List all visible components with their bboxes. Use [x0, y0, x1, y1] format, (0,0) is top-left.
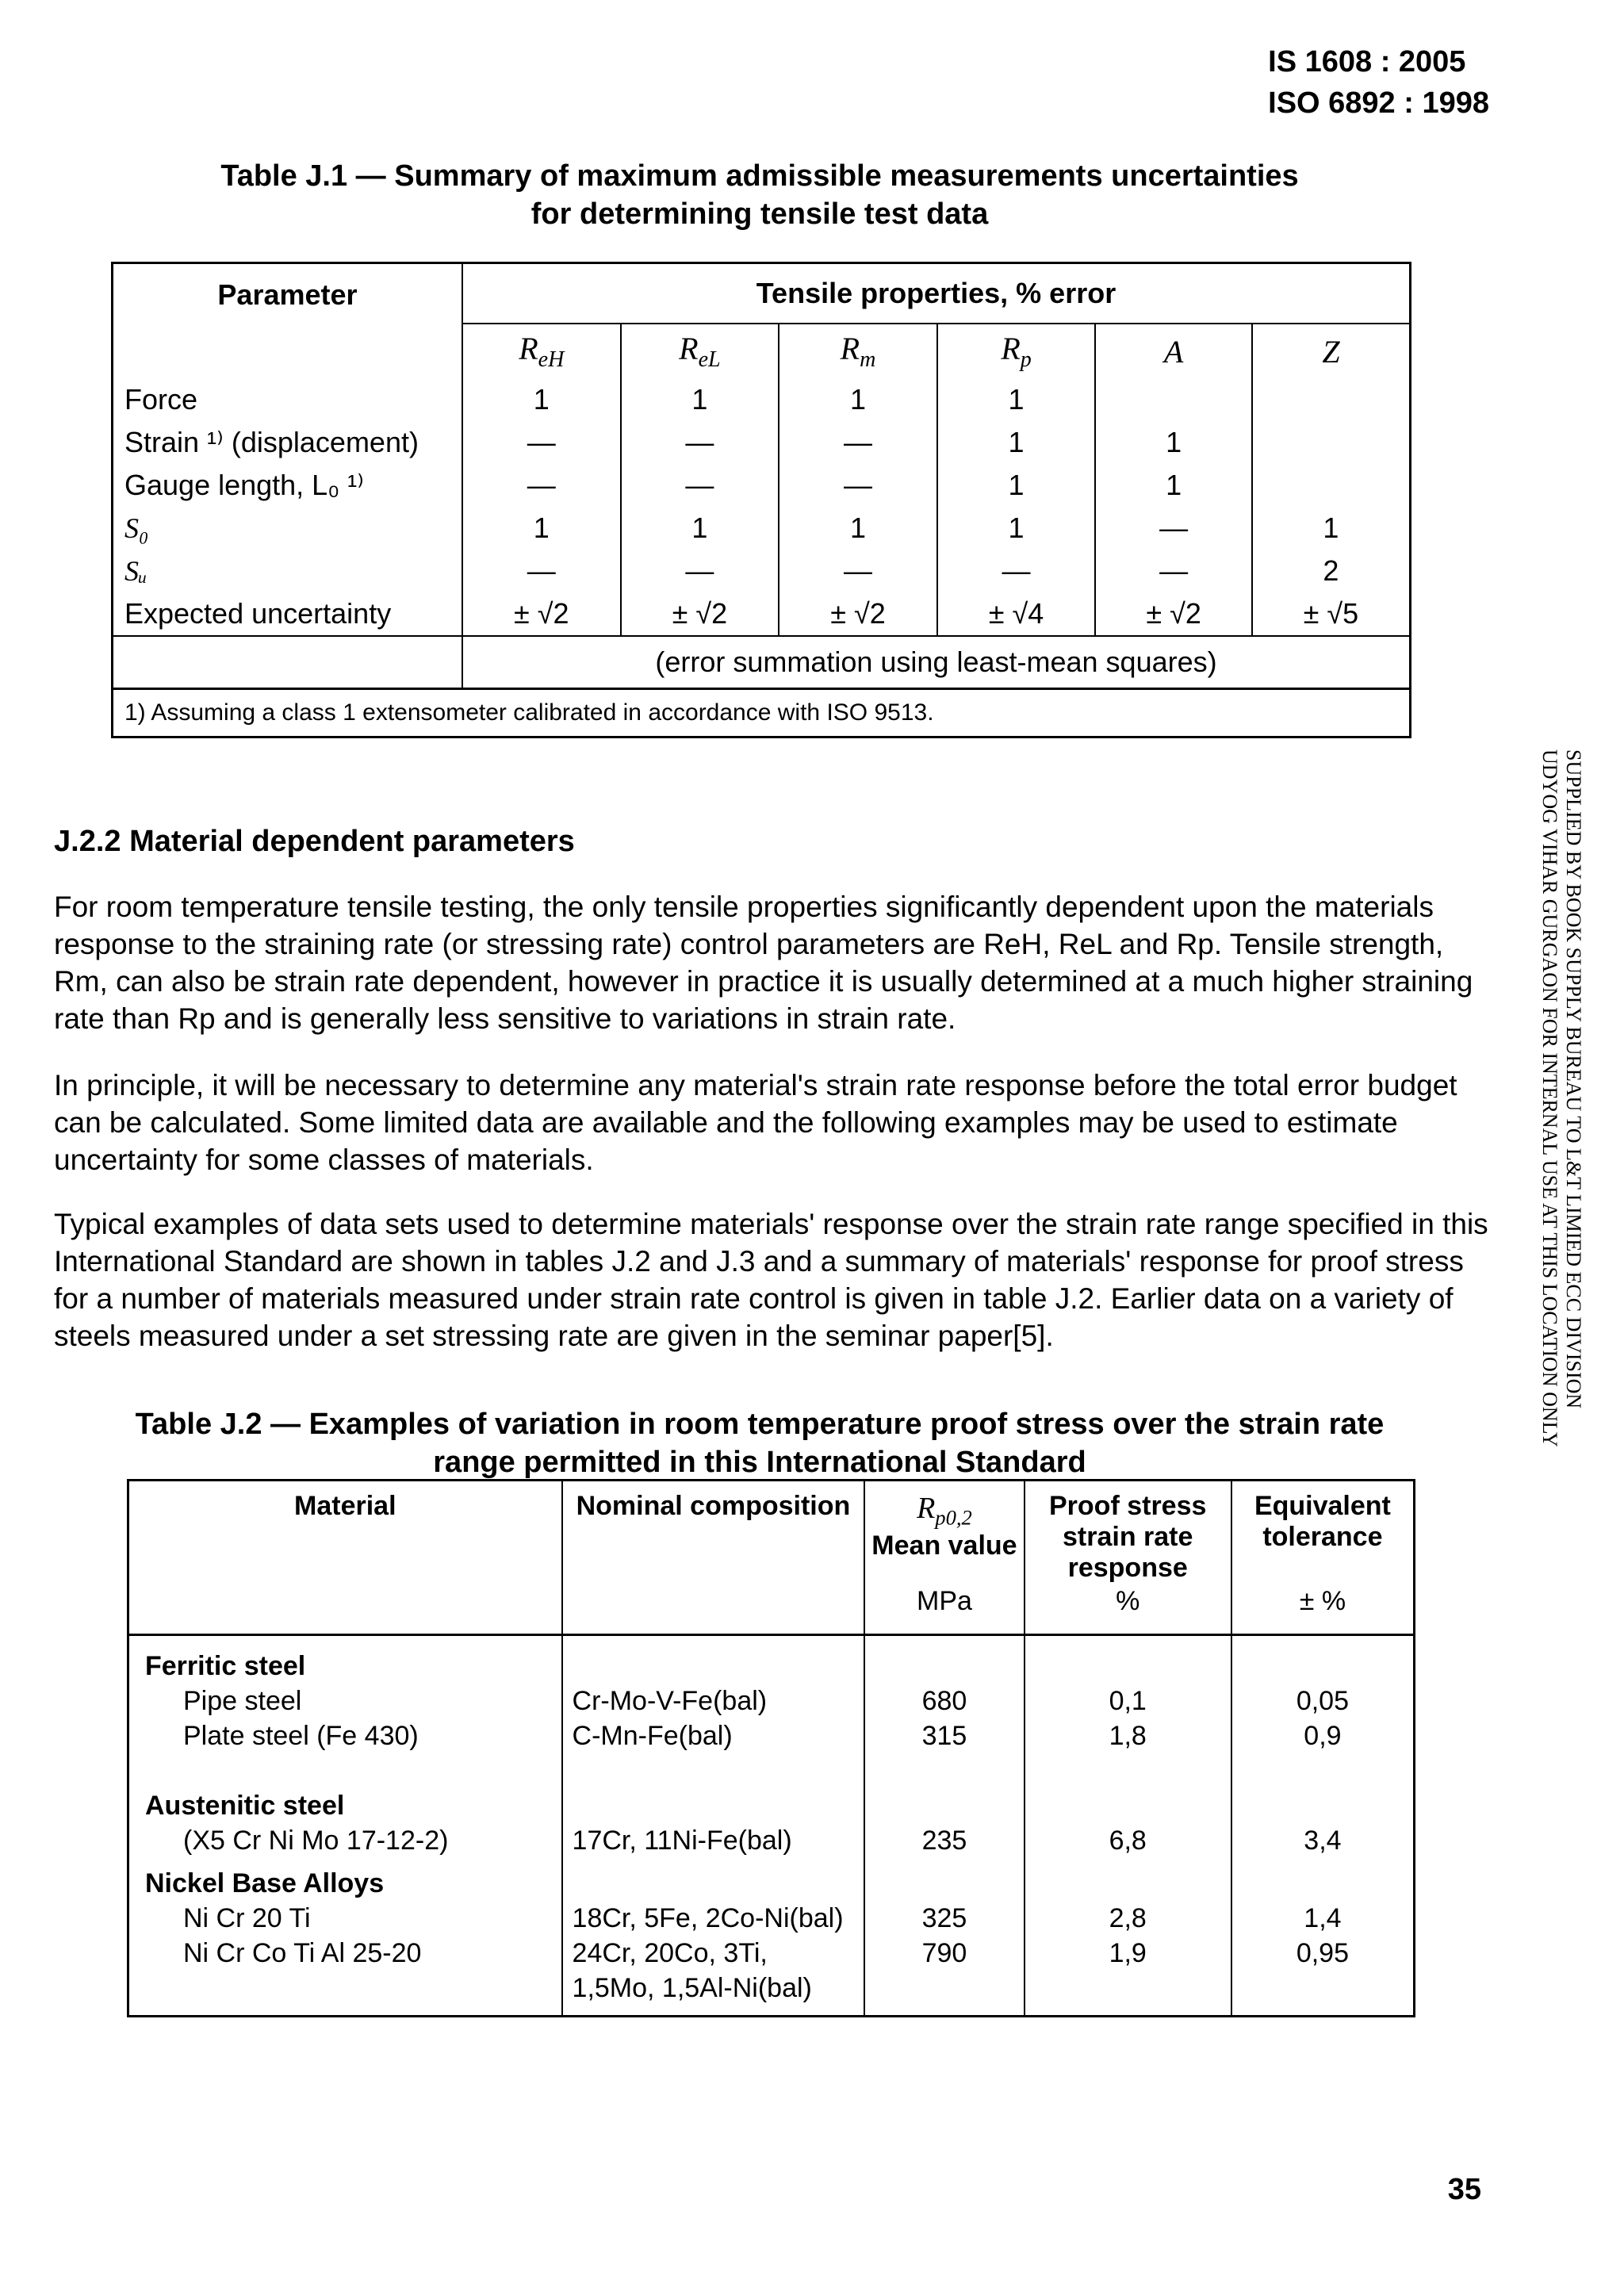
- param-header: Parameter: [217, 278, 358, 311]
- table-row: Strain ¹⁾ (displacement) — — — 1 1: [113, 421, 1411, 464]
- table-row: S₀ 1 1 1 1 — 1: [113, 507, 1411, 550]
- props-header: Tensile properties, % error: [462, 263, 1411, 324]
- section-heading: J.2.2 Material dependent parameters: [54, 825, 575, 858]
- unit-mpa: MPa: [864, 1586, 1024, 1635]
- col-composition: Nominal composition: [562, 1481, 865, 1587]
- table-row: Force 1 1 1 1: [113, 378, 1411, 421]
- std-iso: ISO 6892 : 1998: [1268, 86, 1489, 120]
- table-row: Gauge length, L₀ ¹⁾ — — — 1 1: [113, 464, 1411, 507]
- table-j1-title: Table J.1 — Summary of maximum admissible measurements uncertainties for determining tensile test data: [220, 159, 1299, 231]
- unit-pm-percent: ± %: [1231, 1586, 1415, 1635]
- table-footnote: 1) Assuming a class 1 extensometer calibrated in accordance with ISO 9513.: [113, 689, 1411, 737]
- table-row: Expected uncertainty ± √2 ± √2 ± √2 ± √4 ± √2 ± √5: [113, 592, 1411, 636]
- unit-percent: %: [1025, 1586, 1231, 1635]
- paragraph-2: In principle, it will be necessary to determine any material's strain rate response before the total error budget can be calculated. Some limited data are available and the following examples may be used to estimate uncertainty for some classes of materials.: [54, 1069, 1457, 1176]
- std-is: IS 1608 : 2005: [1268, 45, 1466, 79]
- standard-reference: [1268, 41, 1489, 124]
- col-response: Proof stress strain rate response: [1025, 1481, 1231, 1587]
- page-number: 35: [1447, 2173, 1481, 2206]
- col-material: Material: [294, 1491, 396, 1521]
- sym-rm: $R_m$: [779, 324, 937, 378]
- sym-rp: $R_p$: [937, 324, 1096, 378]
- sym-rel: $R_{eL}$: [621, 324, 779, 378]
- col-mean: $R_{p0,2}$ Mean value: [864, 1481, 1024, 1587]
- sym-reh: $R_{eH}$: [462, 324, 621, 378]
- sym-z: Z: [1252, 324, 1411, 378]
- paragraph-3: Typical examples of data sets used to determine materials' response over the strain rate range specified in this International Standard are shown in tables J.2 and J.3 and a summary of materials' response for proof stress for a number of materials measured under strain rate control is given in table J.2. Earlier data on a variety of steels measured under a set stressing rate are given in the seminar paper[5].: [54, 1208, 1488, 1352]
- paragraph-1: For room temperature tensile testing, the only tensile properties significantly dependent upon the materials response to the straining rate (or stressing rate) control parameters are ReH, ReL and Rp. Tensile strength, Rm, can also be strain rate dependent, however in practice it is usually determined at a much higher straining rate than Rp and is generally less sensitive to variations in strain rate.: [54, 891, 1473, 1035]
- sym-a: A: [1095, 324, 1252, 378]
- table-body: Ferritic steel Pipe steel Plate steel (Fe 430) Austenitic steel (X5 Cr Ni Mo 17-12-2) Nickel Base Alloys Ni Cr 20 Ti Ni Cr Co Ti Al 25-20 Cr-Mo-V-Fe(bal) C-Mn-Fe(bal) 17Cr, 11Ni-Fe(bal) 18Cr, 5Fe, 2Co-Ni(bal) 24Cr, 20Co, 3Ti, 1,5Mo, 1,5Al-Ni(bal) 680 315 235 325 790 0,1 1,8 6,8 2,8 1,9 0,05 0,9 3,4 1,4 0,95: [128, 1635, 1415, 2017]
- table-j1: [111, 262, 1411, 738]
- table-note: (error summation using least-mean squares): [462, 636, 1411, 689]
- table-j2: [127, 1479, 1415, 2017]
- side-stamp: SUPPLIED BY BOOK SUPPLY BUREAU TO L&T LIMIED ECC DIVISION UDYOG VIHAR GURGAON FOR INTERNAL USE AT THIS LOCATION ONLY: [1538, 749, 1585, 1447]
- col-tolerance: Equivalent tolerance: [1231, 1481, 1415, 1587]
- table-j2-title: Table J.2 — Examples of variation in room temperature proof stress over the strain rate range permitted in this International Standard: [135, 1408, 1385, 1479]
- table-row: Sᵤ — — — — — 2: [113, 550, 1411, 592]
